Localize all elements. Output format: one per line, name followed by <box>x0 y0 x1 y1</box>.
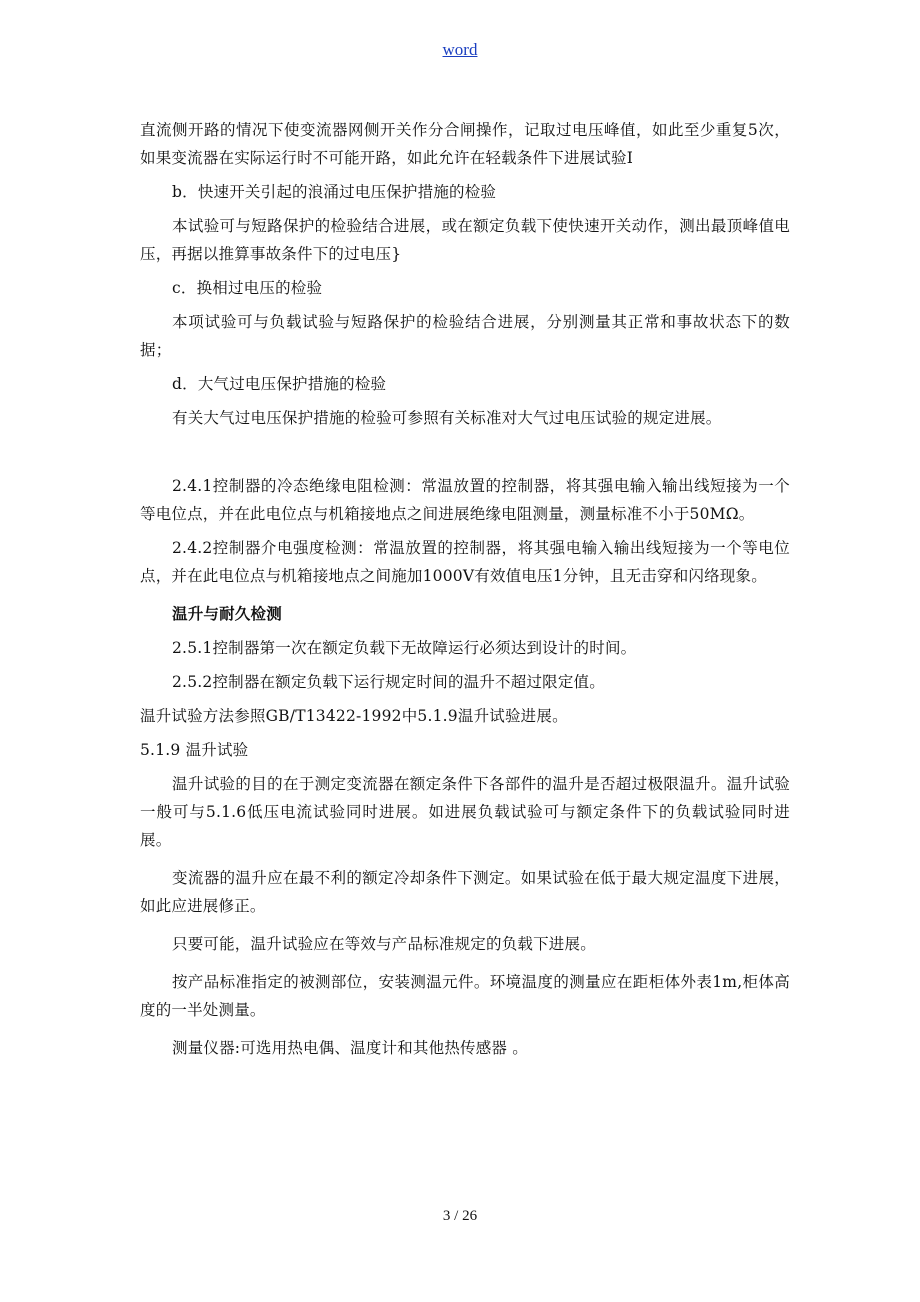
paragraph-d-body: 有关大气过电压保护措施的检验可参照有关标准对大气过电压试验的规定进展。 <box>172 409 722 427</box>
item-b-heading: b．快速开关引起的浪涌过电压保护措施的检验 <box>172 183 497 201</box>
paragraph-2-4-2: 2.4.2控制器介电强度检测：常温放置的控制器，将其强电输入输出线短接为一个等电位点，并在此电位点与机箱接地点之间施加1000V有效值电压1分钟，且无击穿和闪络现象。 <box>140 539 790 585</box>
paragraph-2-5-2: 2.5.2控制器在额定负载下运行规定时间的温升不超过限定值。 <box>172 673 605 691</box>
paragraph-method-reference: 温升试验方法参照GB/T13422-1992中5.1.9温升试验进展。 <box>140 707 568 725</box>
paragraph-sensor-placement: 按产品标准指定的被测部位，安装测温元件。环境温度的测量应在距柜体外表1m,柜体高度的一半处测量。 <box>140 973 790 1019</box>
paragraph-equivalent-load: 只要可能，温升试验应在等效与产品标准规定的负载下进展。 <box>172 935 596 953</box>
item-d-heading: d．大气过电压保护措施的检验 <box>172 375 387 393</box>
page-header: word <box>442 40 478 59</box>
paragraph-instruments: 测量仪器:可选用热电偶、温度计和其他热传感器 。 <box>172 1039 528 1057</box>
subsection-heading-5-1-9: 5.1.9 温升试验 <box>140 741 249 759</box>
section-heading-temperature: 温升与耐久检测 <box>172 604 282 623</box>
page-number: 3 / 26 <box>442 1208 478 1224</box>
paragraph-c-body: 本项试验可与负载试验与短路保护的检验结合进展，分别测量其正常和事故状态下的数据； <box>140 313 790 359</box>
paragraph-2-5-1: 2.5.1控制器第一次在额定负载下无故障运行必须达到设计的时间。 <box>172 639 637 657</box>
paragraph-2-4-1: 2.4.1控制器的冷态绝缘电阻检测：常温放置的控制器，将其强电输入输出线短接为一个等电位点，并在此电位点与机箱接地点之间进展绝缘电阻测量，测量标准不小于50MΩ。 <box>140 477 790 523</box>
paragraph-open-circuit: 直流侧开路的情况下使变流器网侧开关作分合闸操作，记取过电压峰值，如此至少重复5次，如果变流器在实际运行时不可能开路，如此允许在轻载条件下进展试验I <box>140 121 790 167</box>
document-body <box>140 116 790 1062</box>
paragraph-purpose: 温升试验的目的在于测定变流器在额定条件下各部件的温升是否超过极限温升。温升试验一般可与5.1.6低压电流试验同时进展。如进展负载试验可与额定条件下的负载试验同时进展。 <box>140 775 790 849</box>
paragraph-b-body: 本试验可与短路保护的检验结合进展，或在额定负载下使快速开关动作，测出最顶峰值电压，再据以推算事故条件下的过电压} <box>140 217 790 263</box>
item-c-heading: c．换相过电压的检验 <box>172 279 323 297</box>
paragraph-cooling-condition: 变流器的温升应在最不利的额定冷却条件下测定。如果试验在低于最大规定温度下进展，如此应进展修正。 <box>140 869 790 915</box>
